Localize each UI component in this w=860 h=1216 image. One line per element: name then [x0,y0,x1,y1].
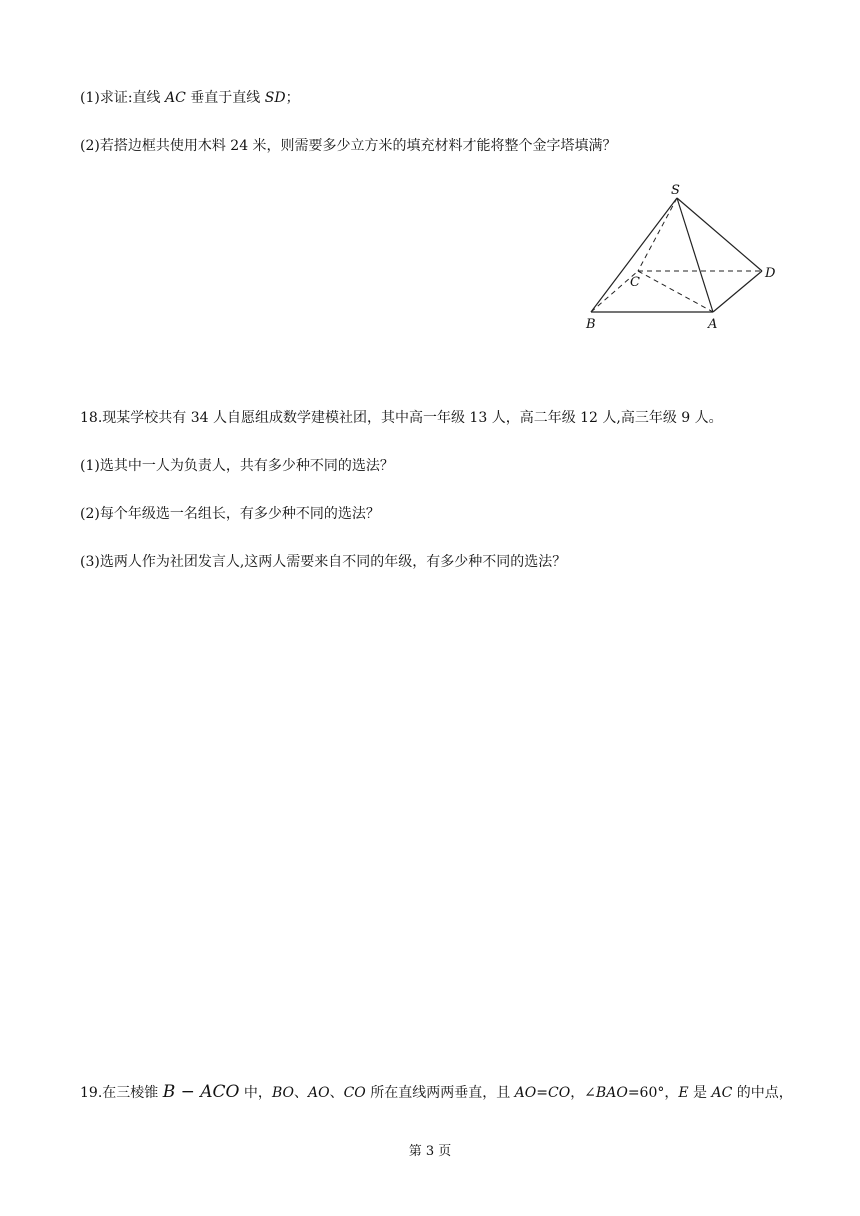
label-C: C [630,275,640,290]
q17-part1-sd: SD [264,90,286,106]
edge-SA [677,198,713,312]
label-B: B [586,317,596,332]
edge-SB [591,198,677,312]
q17-part1-end: ； [285,90,300,106]
q19-eq: AO=CO [514,1085,571,1101]
q19-co: CO [343,1085,366,1101]
q17-part2: (2)若搭边框共使用木料 24 米，则需要多少立方米的填充材料才能将整个金字塔填满？ [80,138,617,154]
edge-AD [713,271,762,312]
q17-part1-text: (1)求证:直线 [80,90,165,106]
q19-text-6: 的中点， [732,1085,793,1101]
footer-pre: 第 [408,1144,426,1159]
q18-part2: (2)每个年级选一名组长，有多少种不同的选法？ [80,506,380,522]
q18-part3: (3)选两人作为社团发言人,这两人需要来自不同的年级，有多少种不同的选法？ [80,554,567,570]
q19-stem [80,1082,793,1103]
page-number: 3 [425,1144,435,1159]
footer-post: 页 [434,1144,452,1159]
q17-part1 [80,88,300,108]
q19-text-1: 中， [239,1085,272,1101]
q18-stem: 18.现某学校共有 34 人自愿组成数学建模社团，其中高一年级 13 人，高二年级 12 人,高三年级 9 人。 [80,410,723,426]
q19-angle: BAO [595,1085,628,1101]
q19-pyramid: B − ACO [162,1082,240,1102]
q18-part1: (1)选其中一人为负责人，共有多少种不同的选法？ [80,458,394,474]
q19-e: E [678,1085,689,1101]
edge-SC [638,198,677,271]
q19-num: 19.在三棱锥 [80,1085,163,1101]
q19-text-4: =60°， [627,1085,679,1101]
label-A: A [708,317,718,332]
q17-part1-ac: AC [165,90,186,106]
edge-SD [677,198,762,271]
q19-text-2: 所在直线两两垂直，且 [365,1085,515,1101]
q17-part1-text-2: 垂直于直线 [185,90,265,106]
label-D: D [765,266,776,281]
q19-sep-2: 、 [329,1085,344,1101]
q19-bo: BO [271,1085,294,1101]
q19-sep-1: 、 [293,1085,308,1101]
page-footer [0,1143,860,1161]
q19-text-5: 是 [688,1085,712,1101]
q19-ac: AC [711,1085,733,1101]
q19-ao: AO [307,1085,330,1101]
label-S: S [671,183,680,198]
pyramid-figure [575,178,785,338]
q19-text-3: ，∠ [570,1085,596,1101]
